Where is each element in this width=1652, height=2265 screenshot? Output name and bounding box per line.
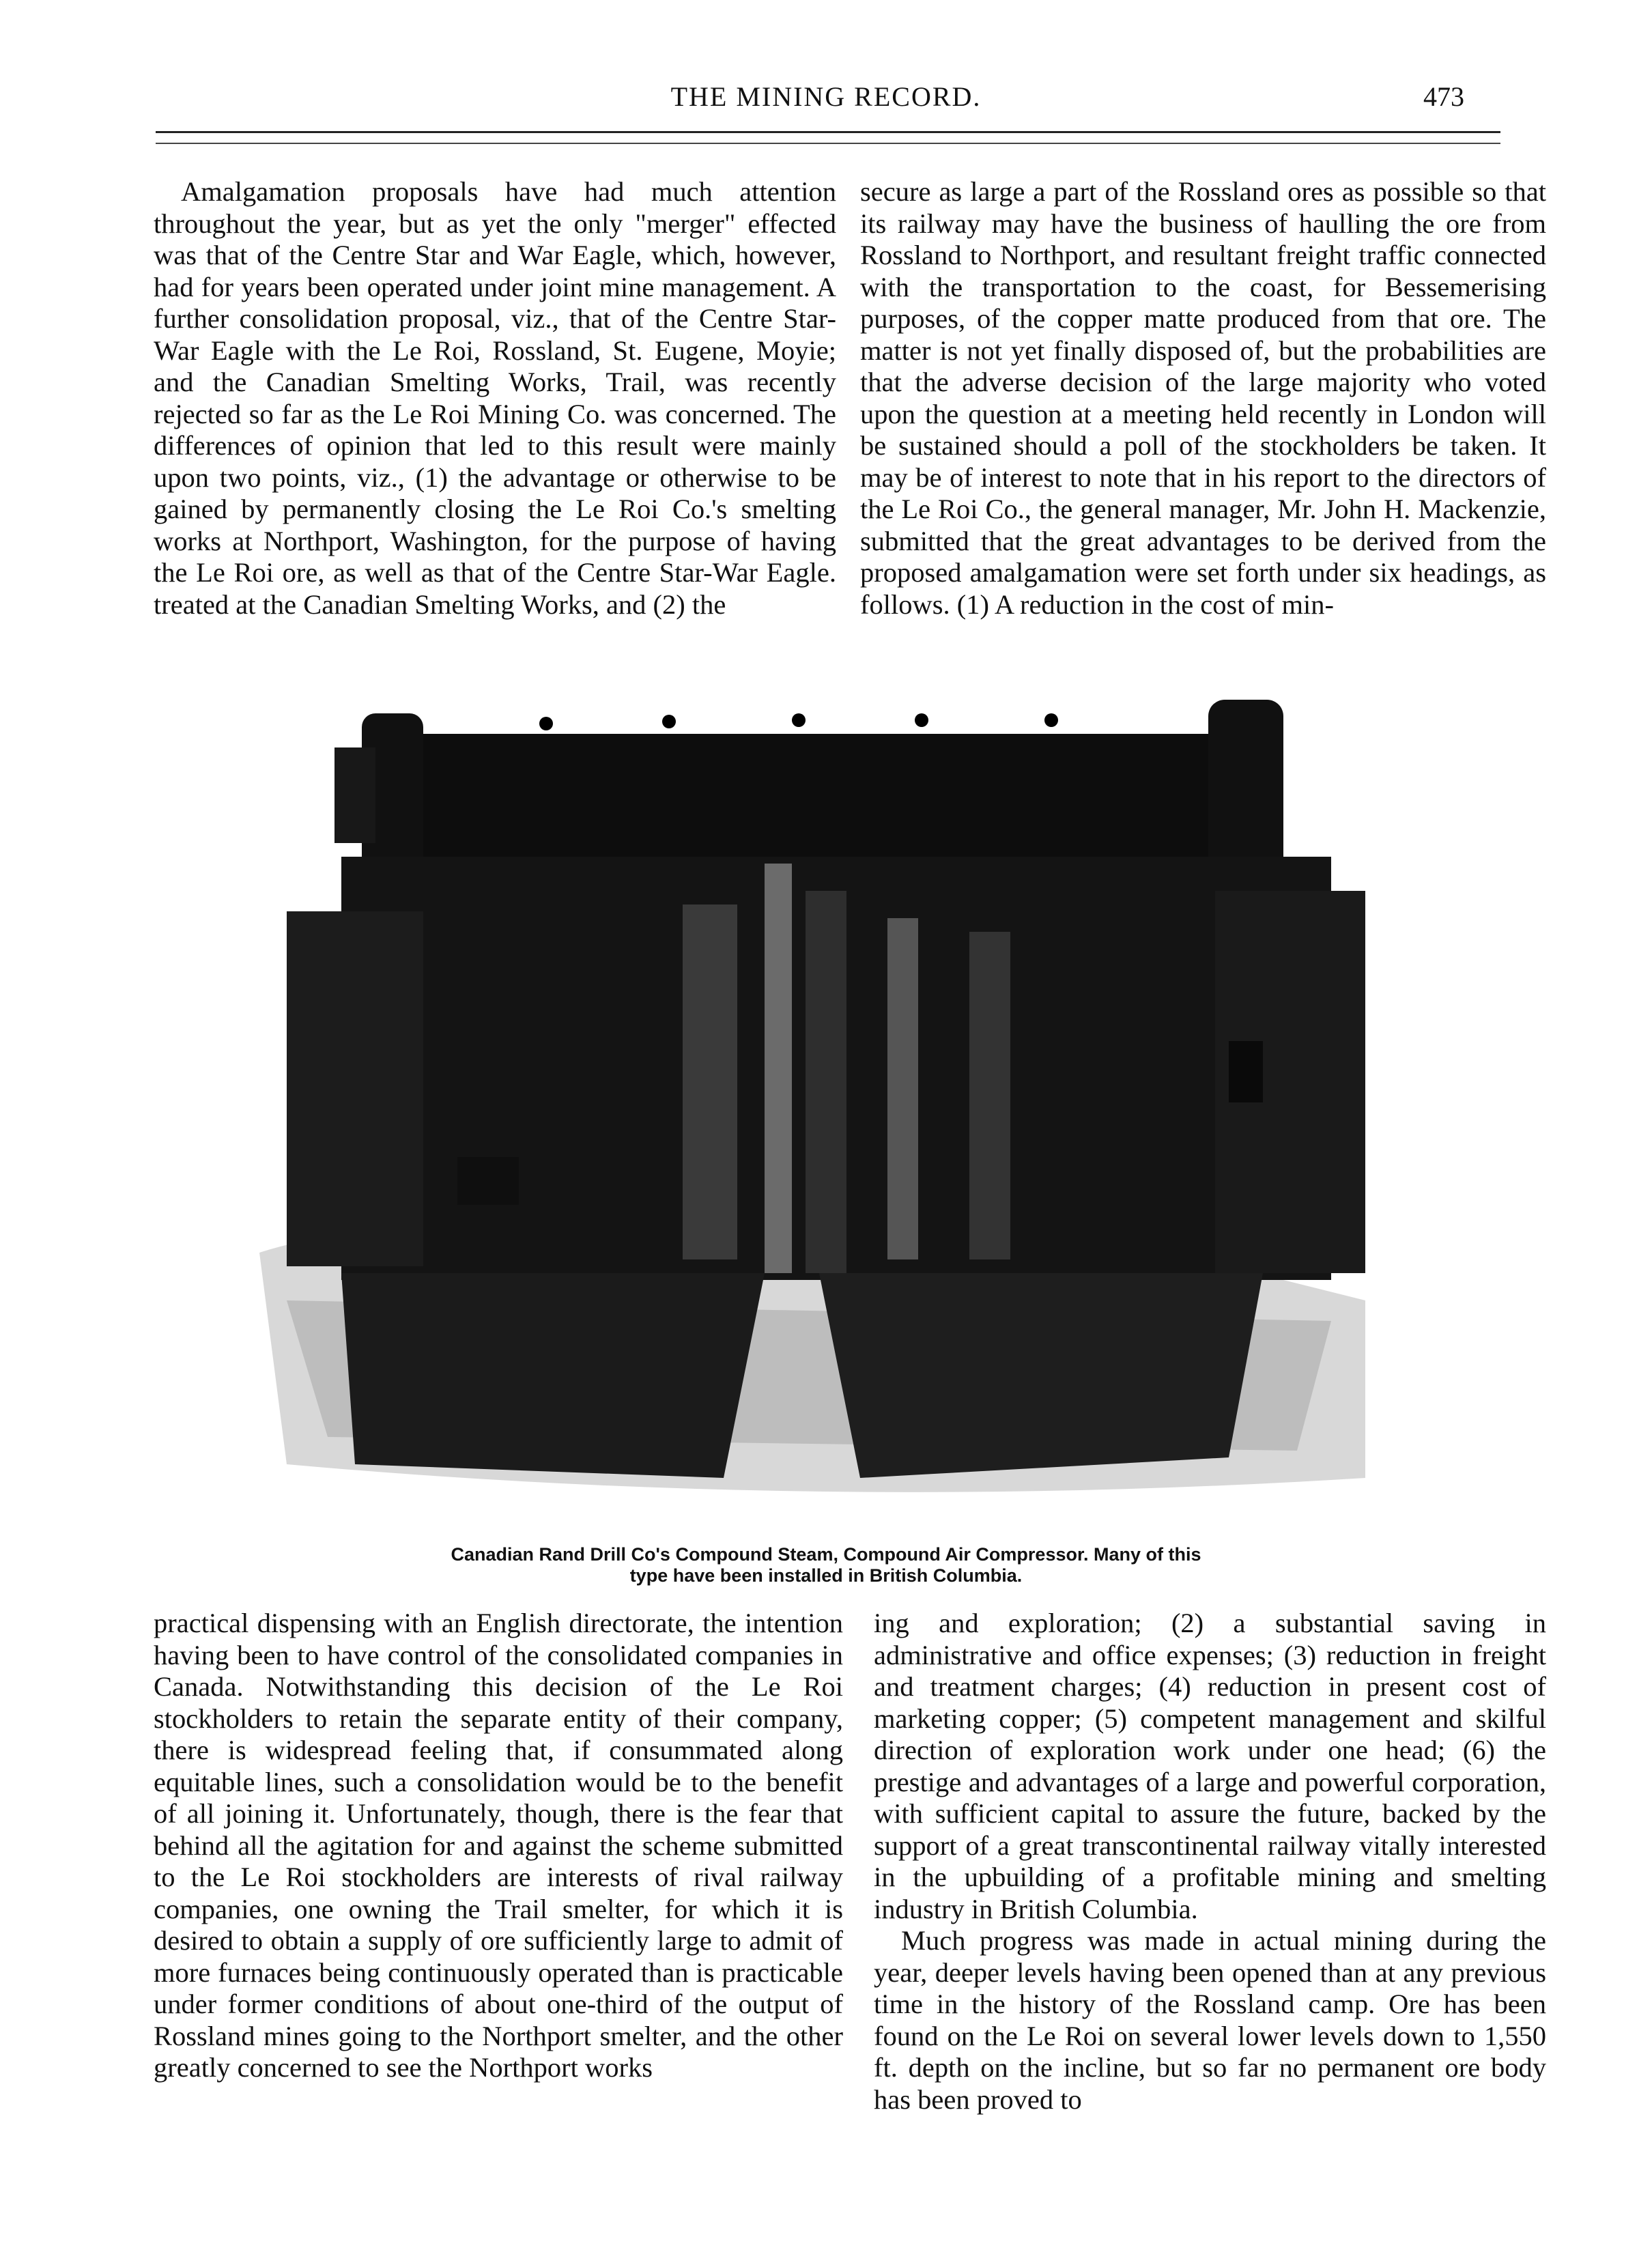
header-rule: [156, 131, 1500, 144]
paragraph: ing and exploration; (2) a substantial saving in administrative and office expenses; (3) reduction in freight and treatment charges; (4) reduction in present cost of marketing copper; (5) competent management and skilful direction of exploration work under one head; (6) the prestige and advantages of a large and powerful corporation, with sufficient capital to assure the future, backed by the support of a great transcontinental railway vitally interested in the upbuilding of a profitable mining and smelting industry in British Columbia.: [874, 1608, 1546, 1924]
caption-line: type have been installed in British Columbia.: [629, 1565, 1023, 1586]
figure-caption: [171, 1544, 1481, 1586]
running-header: THE MINING RECORD.: [670, 81, 982, 112]
paragraph: secure as large a part of the Rossland ores as possible so that its railway may have the business of haulling the ore from Rossland to Northport, and resultant freight traffic connected with the transportation to the coast, for Bessemerising purposes, of the copper matte produced from that ore. The matter is not yet finally disposed of, but the probabilities are that the adverse decision of the large majority who voted upon the question at a meeting held recently in London will be sustained should a poll of the stockholders be taken. It may be of interest to note that in his report to the directors of the Le Roi Co., the general manager, Mr. John H. Mackenzie, submitted that the great advantages to be derived from the proposed amalgamation were set forth under six headings, as follows. (1) A reduction in the cost of min-: [860, 176, 1546, 620]
paragraph: Amalgamation proposals have had much attention throughout the year, but as yet the only "merger" effected was that of the Centre Star and War Eagle, which, however, had for years been operated under joint mine management. A further consolidation proposal, viz., that of the Centre Star-War Eagle with the Le Roi, Rossland, St. Eugene, Moyie; and the Canadian Smelting Works, Trail, was recently rejected so far as the Le Roi Mining Co. was concerned. The differences of opinion that led to this result were mainly upon two points, viz., (1) the advantage or otherwise to be gained by permanently closing the Le Roi Co.'s smelting works at Northport, Washington, for the purpose of having the Le Roi ore, as well as that of the Centre Star-War Eagle. treated at the Canadian Smelting Works, and (2) the: [154, 176, 836, 620]
caption-line: Canadian Rand Drill Co's Compound Steam, Compound Air Compressor. Many of this: [451, 1544, 1201, 1565]
air-compressor-photo: [205, 686, 1427, 1515]
column-top-left: [154, 176, 836, 621]
paragraph: Much progress was made in actual mining during the year, deeper levels having been opened than at any previous time in the history of the Rossland camp. Ore has been found on the Le Roi on several lower levels down to 1,550 ft. depth on the incline, but so far no permanent ore body has been proved to: [874, 1925, 1546, 2115]
column-bottom-right: [874, 1608, 1546, 2116]
paragraph: practical dispensing with an English directorate, the intention having been to have control of the consolidated companies in Canada. Notwithstanding this decision of the Le Roi stockholders to retain the separate entity of their company, there is widespread feeling that, if consummated along equitable lines, such a consolidation would be to the benefit of all joining it. Unfortunately, though, there is the fear that behind all the agitation for and against the scheme submitted to the Le Roi stockholders are interests of rival railway companies, one owning the Trail smelter, for which it is desired to obtain a supply of ore sufficiently large to admit of more furnaces being continuously operated than is practicable under former conditions of about one-third of the output of Rossland mines going to the Northport smelter, and the other greatly concerned to see the Northport works: [154, 1608, 843, 2083]
column-bottom-left: [154, 1608, 843, 2084]
page-number: 473: [1423, 81, 1464, 112]
column-top-right: [860, 176, 1546, 621]
